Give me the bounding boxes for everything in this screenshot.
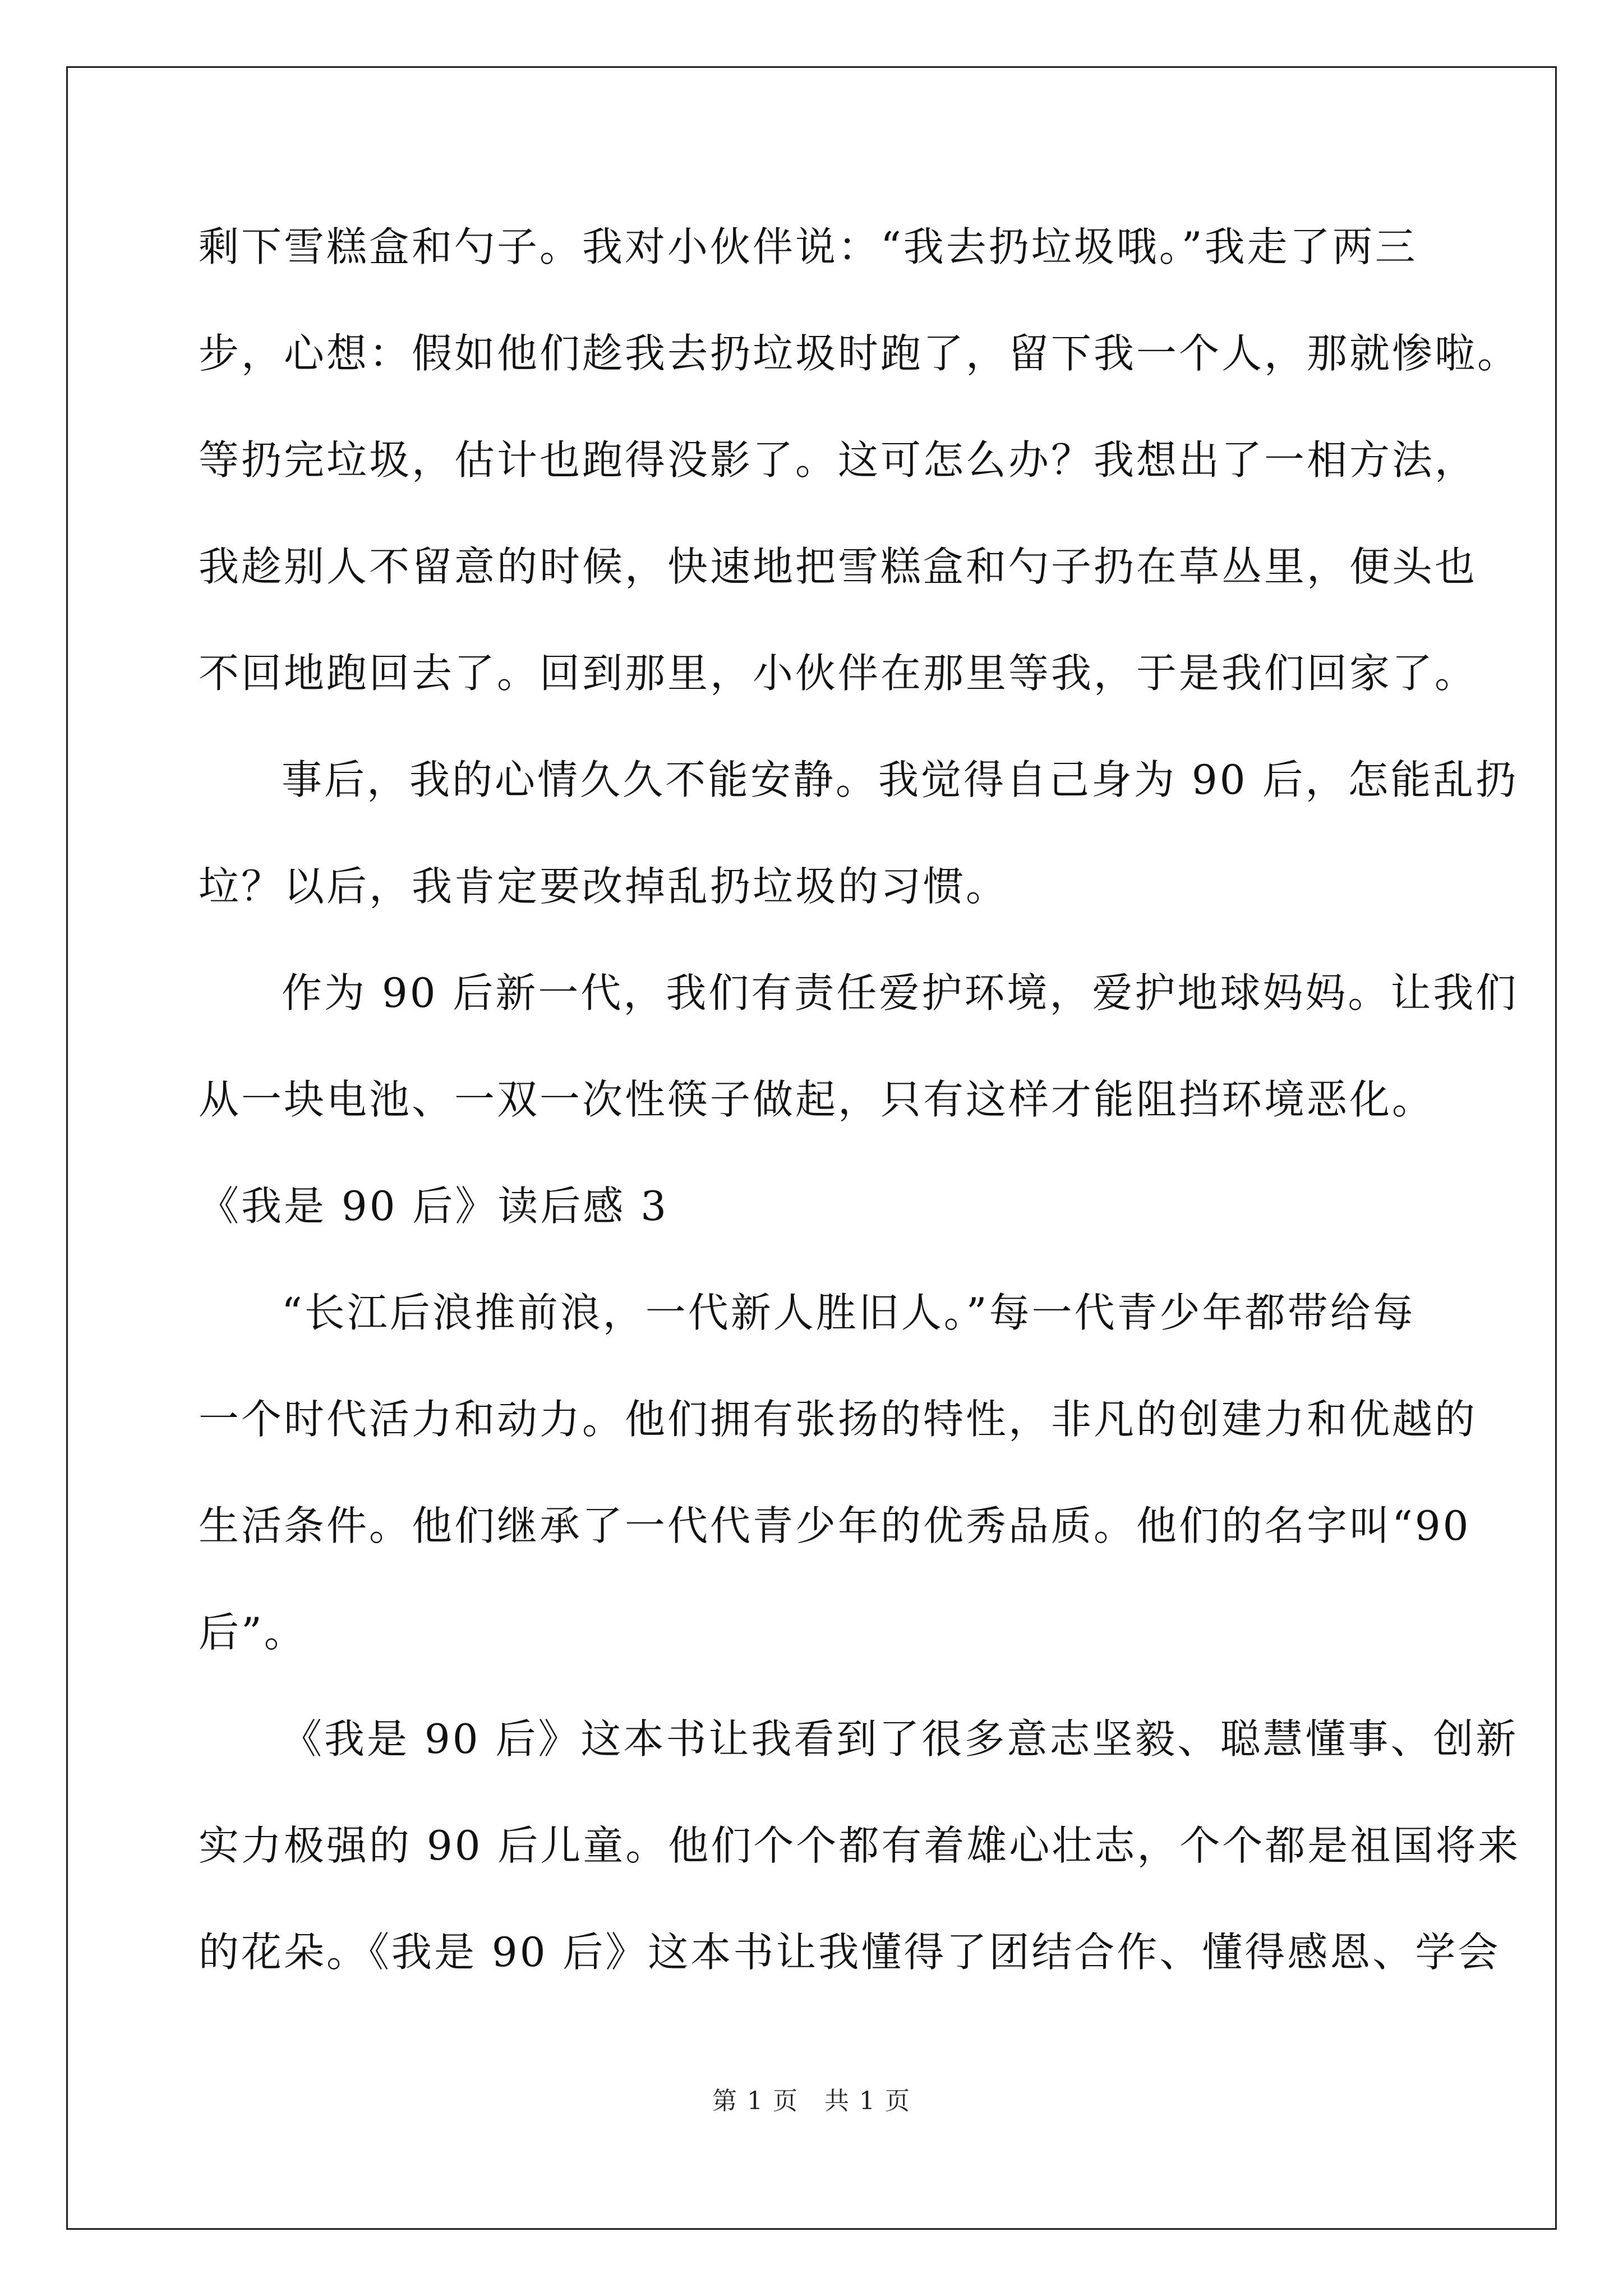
text-line: 不回地跑回去了。回到那里，小伙伴在那里等我，于是我们回家了。: [199, 650, 1478, 697]
paragraph-start: 《我是 90 后》这本书让我看到了很多意志坚毅、聪慧懂事、创新: [282, 1715, 1519, 1763]
paragraph-start: 作为 90 后新一代，我们有责任爱护环境，爱护地球妈妈。让我们: [282, 969, 1519, 1016]
text-line: 的花朵。《我是 90 后》这本书让我懂得了团结合作、懂得感恩、学会: [199, 1929, 1501, 1976]
text-line: 垃？以后，我肯定要改掉乱扔垃圾的习惯。: [199, 863, 1009, 910]
text-line: 等扔完垃圾，估计也跑得没影了。这可怎么办？我想出了一相方法，: [199, 436, 1478, 484]
paragraph-start: “长江后浪推前浪，一代新人胜旧人。”每一代青少年都带给每: [282, 1289, 1415, 1336]
page-number: 第 1 页 共 1 页: [712, 2087, 911, 2115]
paragraph-start: 事后，我的心情久久不能安静。我觉得自己身为 90 后，怎能乱扔: [282, 756, 1519, 803]
text-line: 剩下雪糕盒和勺子。我对小伙伴说：“我去扔垃圾哦。”我走了两三: [199, 223, 1418, 270]
section-heading: 《我是 90 后》读后感 3: [199, 1182, 669, 1230]
page-border: [66, 66, 1557, 2230]
text-line: 实力极强的 90 后儿童。他们个个都有着雄心壮志，个个都是祖国将来: [199, 1822, 1521, 1869]
text-line: 生活条件。他们继承了一代代青少年的优秀品质。他们的名字叫“90: [199, 1502, 1471, 1549]
text-line: 后”。: [199, 1609, 307, 1656]
text-line: 一个时代活力和动力。他们拥有张扬的特性，非凡的创建力和优越的: [199, 1396, 1478, 1443]
text-line: 步，心想：假如他们趁我去扔垃圾时跑了，留下我一个人，那就惨啦。: [199, 330, 1520, 377]
text-line: 我趁别人不留意的时候，快速地把雪糕盒和勺子扔在草丛里，便头也: [199, 543, 1478, 590]
text-line: 从一块电池、一双一次性筷子做起，只有这样才能阻挡环境恶化。: [199, 1076, 1435, 1123]
